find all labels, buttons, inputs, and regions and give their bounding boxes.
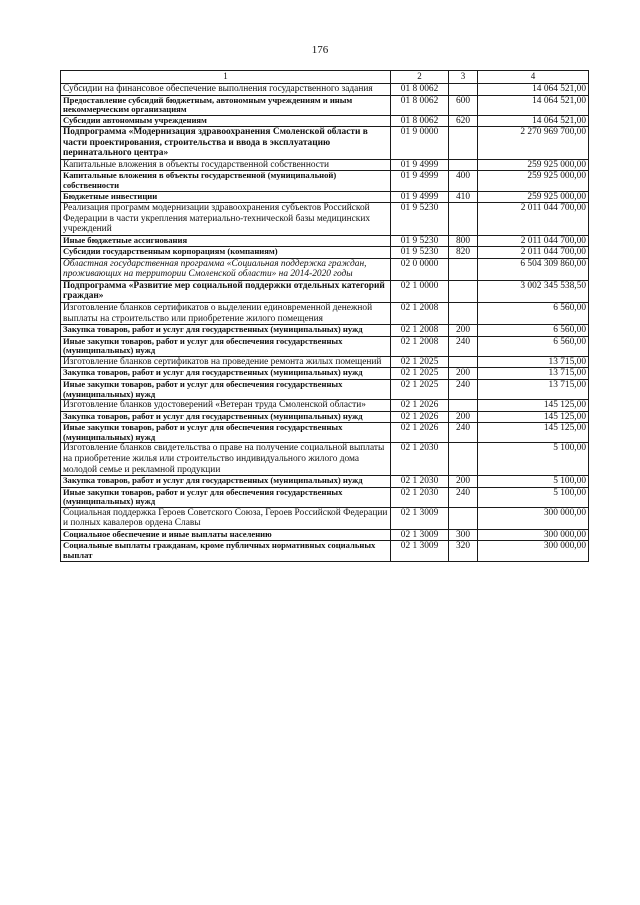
row-amount-cell: 5 100,00 xyxy=(478,476,589,488)
row-amount-cell: 13 715,00 xyxy=(478,368,589,380)
row-type-cell: 410 xyxy=(449,191,478,203)
budget-table-body xyxy=(61,71,589,562)
row-type-cell: 320 xyxy=(449,541,478,561)
row-code-cell: 01 8 0062 xyxy=(391,115,449,127)
row-type-cell xyxy=(449,84,478,96)
row-name-cell: Субсидии на финансовое обеспечение выполнения государственного задания xyxy=(61,84,391,96)
row-name-cell: Реализация программ модернизации здравоохранения субъектов Российской Федерации в части укрепления материально-технической базы медицинских учреждений xyxy=(61,203,391,236)
page-number: 176 xyxy=(311,44,329,56)
row-amount-cell: 6 560,00 xyxy=(478,336,589,356)
row-code-cell: 02 1 2008 xyxy=(391,336,449,356)
row-code-cell: 02 1 2008 xyxy=(391,325,449,337)
row-code-cell: 02 1 0000 xyxy=(391,280,449,302)
row-code-cell: 01 9 4999 xyxy=(391,191,449,203)
row-code-cell: 02 1 2025 xyxy=(391,379,449,399)
table-row xyxy=(61,115,589,127)
row-code-cell: 02 1 3009 xyxy=(391,507,449,529)
row-name-cell: Закупка товаров, работ и услуг для государственных (муниципальных) нужд xyxy=(61,325,391,337)
row-name-cell: Социальная поддержка Героев Советского Союза, Героев Российской Федерации и полных кавалеров ордена Славы xyxy=(61,507,391,529)
row-type-cell: 240 xyxy=(449,379,478,399)
row-name-cell: Изготовление бланков удостоверений «Ветеран труда Смоленской области» xyxy=(61,400,391,412)
row-type-cell xyxy=(449,356,478,368)
table-row xyxy=(61,541,589,561)
row-type-cell: 200 xyxy=(449,325,478,337)
row-type-cell: 240 xyxy=(449,423,478,443)
row-code-cell: 01 9 5230 xyxy=(391,235,449,247)
row-code-cell: 02 1 2026 xyxy=(391,400,449,412)
row-type-cell: 820 xyxy=(449,247,478,259)
row-amount-cell: 14 064 521,00 xyxy=(478,95,589,115)
row-name-cell: Предоставление субсидий бюджетным, автономным учреждениям и иным некоммерческим организациям xyxy=(61,95,391,115)
row-code-cell: 01 8 0062 xyxy=(391,84,449,96)
row-name-cell: Иные закупки товаров, работ и услуг для обеспечения государственных (муниципальных) нужд xyxy=(61,336,391,356)
row-type-cell xyxy=(449,400,478,412)
row-amount-cell: 145 125,00 xyxy=(478,411,589,423)
table-row xyxy=(61,325,589,337)
row-amount-cell: 14 064 521,00 xyxy=(478,84,589,96)
row-name-cell: Закупка товаров, работ и услуг для государственных (муниципальных) нужд xyxy=(61,411,391,423)
row-type-cell xyxy=(449,280,478,302)
row-amount-cell: 2 270 969 700,00 xyxy=(478,127,589,160)
table-row xyxy=(61,336,589,356)
row-amount-cell: 2 011 044 700,00 xyxy=(478,235,589,247)
table-row xyxy=(61,84,589,96)
table-row xyxy=(61,127,589,160)
table-row xyxy=(61,529,589,541)
row-name-cell: Иные закупки товаров, работ и услуг для обеспечения государственных (муниципальных) нужд xyxy=(61,423,391,443)
row-name-cell: Закупка товаров, работ и услуг для государственных (муниципальных) нужд xyxy=(61,476,391,488)
table-row xyxy=(61,356,589,368)
row-name-cell: Иные бюджетные ассигнования xyxy=(61,235,391,247)
table-row xyxy=(61,423,589,443)
row-code-cell: 01 8 0062 xyxy=(391,95,449,115)
row-amount-cell: 6 560,00 xyxy=(478,303,589,325)
row-name-cell: Подпрограмма «Развитие мер социальной поддержки отдельных категорий граждан» xyxy=(61,280,391,302)
row-name-cell: Изготовление бланков свидетельства о праве на получение социальной выплаты на приобретение жилья или строительство индивидуального жилого дома молодой семье и рекламной продукции xyxy=(61,443,391,476)
row-amount-cell: 300 000,00 xyxy=(478,507,589,529)
row-code-cell: 01 9 5230 xyxy=(391,247,449,259)
row-amount-cell: 145 125,00 xyxy=(478,400,589,412)
row-amount-cell: 259 925 000,00 xyxy=(478,171,589,191)
row-name-cell: Социальные выплаты гражданам, кроме публичных нормативных социальных выплат xyxy=(61,541,391,561)
row-amount-cell: 5 100,00 xyxy=(478,487,589,507)
row-amount-cell: 13 715,00 xyxy=(478,379,589,399)
row-type-cell xyxy=(449,203,478,236)
row-type-cell: 200 xyxy=(449,476,478,488)
column-header-code: 2 xyxy=(391,71,449,84)
row-type-cell: 200 xyxy=(449,368,478,380)
table-row xyxy=(61,203,589,236)
table-row xyxy=(61,247,589,259)
row-name-cell: Областная государственная программа «Социальная поддержка граждан, проживающих на территории Смоленской области» на 2014-2020 годы xyxy=(61,258,391,280)
row-type-cell xyxy=(449,303,478,325)
table-row xyxy=(61,476,589,488)
row-name-cell: Бюджетные инвестиции xyxy=(61,191,391,203)
row-name-cell: Капитальные вложения в объекты государственной собственности xyxy=(61,159,391,171)
table-row xyxy=(61,368,589,380)
column-header-name: 1 xyxy=(61,71,391,84)
row-code-cell: 02 1 3009 xyxy=(391,529,449,541)
row-code-cell: 02 1 2030 xyxy=(391,487,449,507)
row-code-cell: 02 1 2030 xyxy=(391,443,449,476)
row-type-cell: 240 xyxy=(449,487,478,507)
row-name-cell: Иные закупки товаров, работ и услуг для обеспечения государственных (муниципальных) нужд xyxy=(61,379,391,399)
row-type-cell: 240 xyxy=(449,336,478,356)
row-amount-cell: 2 011 044 700,00 xyxy=(478,203,589,236)
row-code-cell: 02 1 2026 xyxy=(391,423,449,443)
row-code-cell: 01 9 0000 xyxy=(391,127,449,160)
table-row xyxy=(61,487,589,507)
table-row xyxy=(61,191,589,203)
row-type-cell xyxy=(449,507,478,529)
table-row xyxy=(61,379,589,399)
row-type-cell: 800 xyxy=(449,235,478,247)
table-row xyxy=(61,400,589,412)
row-code-cell: 02 1 2025 xyxy=(391,356,449,368)
row-amount-cell: 3 002 345 538,50 xyxy=(478,280,589,302)
row-name-cell: Изготовление бланков сертификатов о выделении единовременной денежной выплаты на строительство или приобретение жилого помещения xyxy=(61,303,391,325)
table-row xyxy=(61,443,589,476)
row-name-cell: Иные закупки товаров, работ и услуг для обеспечения государственных (муниципальных) нужд xyxy=(61,487,391,507)
row-name-cell: Изготовление бланков сертификатов на проведение ремонта жилых помещений xyxy=(61,356,391,368)
row-code-cell: 01 9 4999 xyxy=(391,159,449,171)
row-type-cell xyxy=(449,159,478,171)
table-row xyxy=(61,303,589,325)
row-amount-cell: 300 000,00 xyxy=(478,529,589,541)
row-name-cell: Социальное обеспечение и иные выплаты населению xyxy=(61,529,391,541)
row-name-cell: Субсидии государственным корпорациям (компаниям) xyxy=(61,247,391,259)
row-name-cell: Капитальные вложения в объекты государственной (муниципальной) собственности xyxy=(61,171,391,191)
row-type-cell: 600 xyxy=(449,95,478,115)
column-header-type: 3 xyxy=(449,71,478,84)
row-code-cell: 02 1 3009 xyxy=(391,541,449,561)
budget-table xyxy=(60,70,589,562)
table-row xyxy=(61,411,589,423)
row-type-cell: 200 xyxy=(449,411,478,423)
table-row xyxy=(61,171,589,191)
row-code-cell: 02 1 2026 xyxy=(391,411,449,423)
table-row xyxy=(61,235,589,247)
table-row xyxy=(61,258,589,280)
row-code-cell: 02 1 2025 xyxy=(391,368,449,380)
table-row xyxy=(61,280,589,302)
row-amount-cell: 13 715,00 xyxy=(478,356,589,368)
row-code-cell: 02 1 2008 xyxy=(391,303,449,325)
table-header-row xyxy=(61,71,589,84)
table-row xyxy=(61,95,589,115)
row-amount-cell: 14 064 521,00 xyxy=(478,115,589,127)
row-type-cell xyxy=(449,258,478,280)
row-code-cell: 02 0 0000 xyxy=(391,258,449,280)
row-name-cell: Подпрограмма «Модернизация здравоохранения Смоленской области в части проектирования, строительства и ввода в эксплуатацию перинатального центра» xyxy=(61,127,391,160)
row-amount-cell: 5 100,00 xyxy=(478,443,589,476)
row-amount-cell: 145 125,00 xyxy=(478,423,589,443)
table-row xyxy=(61,507,589,529)
row-amount-cell: 2 011 044 700,00 xyxy=(478,247,589,259)
row-code-cell: 01 9 5230 xyxy=(391,203,449,236)
row-name-cell: Субсидии автономным учреждениям xyxy=(61,115,391,127)
row-code-cell: 01 9 4999 xyxy=(391,171,449,191)
column-header-amount: 4 xyxy=(478,71,589,84)
row-amount-cell: 300 000,00 xyxy=(478,541,589,561)
row-type-cell: 400 xyxy=(449,171,478,191)
row-type-cell: 620 xyxy=(449,115,478,127)
row-amount-cell: 259 925 000,00 xyxy=(478,191,589,203)
row-type-cell xyxy=(449,443,478,476)
row-code-cell: 02 1 2030 xyxy=(391,476,449,488)
row-type-cell xyxy=(449,127,478,160)
row-amount-cell: 6 560,00 xyxy=(478,325,589,337)
row-type-cell: 300 xyxy=(449,529,478,541)
row-amount-cell: 6 504 309 860,00 xyxy=(478,258,589,280)
row-amount-cell: 259 925 000,00 xyxy=(478,159,589,171)
row-name-cell: Закупка товаров, работ и услуг для государственных (муниципальных) нужд xyxy=(61,368,391,380)
table-row xyxy=(61,159,589,171)
